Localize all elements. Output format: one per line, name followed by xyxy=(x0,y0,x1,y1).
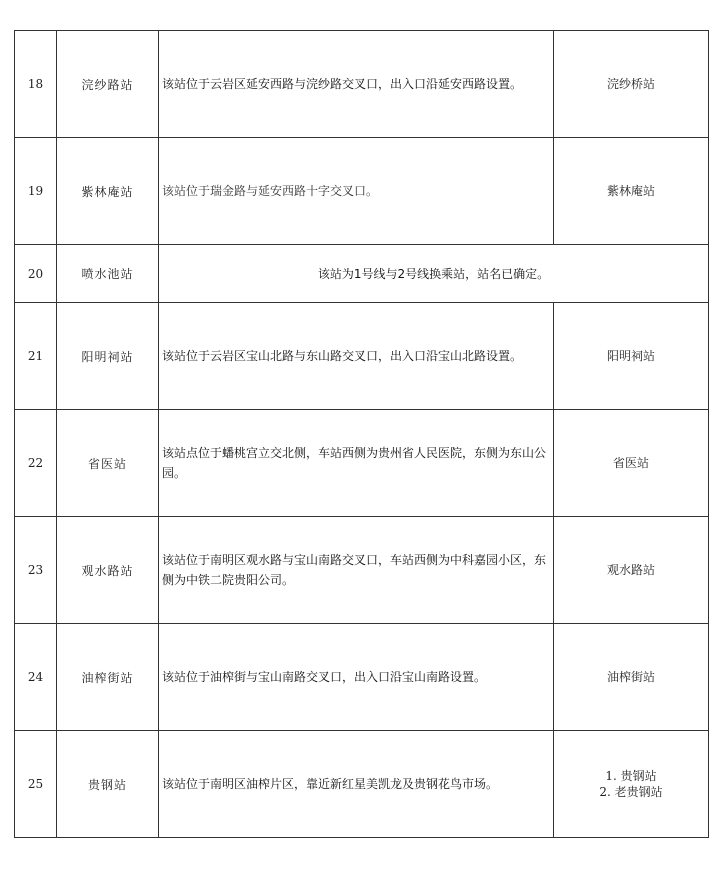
suggested-name-item: 省医站 xyxy=(612,456,649,470)
row-number: 22 xyxy=(15,410,57,517)
station-name: 观水路站 xyxy=(57,517,159,624)
station-name: 省医站 xyxy=(57,410,159,517)
table-row xyxy=(15,245,709,303)
station-description: 该站位于瑞金路与延安西路十字交叉口。 xyxy=(159,138,554,245)
station-table xyxy=(14,30,709,838)
table-row xyxy=(15,410,709,517)
table-row xyxy=(15,138,709,245)
table-row xyxy=(15,517,709,624)
station-name: 浣纱路站 xyxy=(57,31,159,138)
station-name: 紫林庵站 xyxy=(57,138,159,245)
suggested-name xyxy=(554,138,709,245)
row-number: 20 xyxy=(15,245,57,303)
station-name: 油榨街站 xyxy=(57,624,159,731)
station-table-container xyxy=(14,30,709,838)
row-number: 21 xyxy=(15,303,57,410)
suggested-name xyxy=(554,517,709,624)
suggested-name xyxy=(554,731,709,838)
suggested-name xyxy=(554,303,709,410)
station-description: 该站位于油榨街与宝山南路交叉口，出入口沿宝山南路设置。 xyxy=(159,624,554,731)
station-description: 该站位于云岩区宝山北路与东山路交叉口，出入口沿宝山北路设置。 xyxy=(159,303,554,410)
suggested-name-item: 观水路站 xyxy=(606,563,655,577)
station-description: 该站位于云岩区延安西路与浣纱路交叉口，出入口沿延安西路设置。 xyxy=(159,31,554,138)
suggested-name-item: 2. 老贵钢站 xyxy=(599,785,663,799)
station-description: 该站位于南明区观水路与宝山南路交叉口，车站西侧为中科嘉园小区，东侧为中铁二院贵阳公司。 xyxy=(159,517,554,624)
row-number: 23 xyxy=(15,517,57,624)
suggested-name-item: 1. 贵钢站 xyxy=(605,769,657,783)
table-row xyxy=(15,31,709,138)
row-number: 25 xyxy=(15,731,57,838)
station-name: 贵钢站 xyxy=(57,731,159,838)
station-description: 该站点位于蟠桃宫立交北侧，车站西侧为贵州省人民医院，东侧为东山公园。 xyxy=(159,410,554,517)
table-row xyxy=(15,303,709,410)
station-description: 该站位于南明区油榨片区，靠近新红星美凯龙及贵钢花鸟市场。 xyxy=(159,731,554,838)
suggested-name-item: 浣纱桥站 xyxy=(606,77,655,91)
table-row xyxy=(15,731,709,838)
suggested-name xyxy=(554,624,709,731)
station-name: 阳明祠站 xyxy=(57,303,159,410)
row-number: 18 xyxy=(15,31,57,138)
row-number: 19 xyxy=(15,138,57,245)
suggested-name-item: 紫林庵站 xyxy=(606,184,655,198)
row-number: 24 xyxy=(15,624,57,731)
suggested-name-item: 阳明祠站 xyxy=(606,349,655,363)
suggested-name xyxy=(554,410,709,517)
table-row xyxy=(15,624,709,731)
suggested-name-item: 油榨街站 xyxy=(606,670,655,684)
station-name: 喷水池站 xyxy=(57,245,159,303)
station-description: 该站为1号线与2号线换乘站，站名已确定。 xyxy=(159,245,709,303)
suggested-name xyxy=(554,31,709,138)
